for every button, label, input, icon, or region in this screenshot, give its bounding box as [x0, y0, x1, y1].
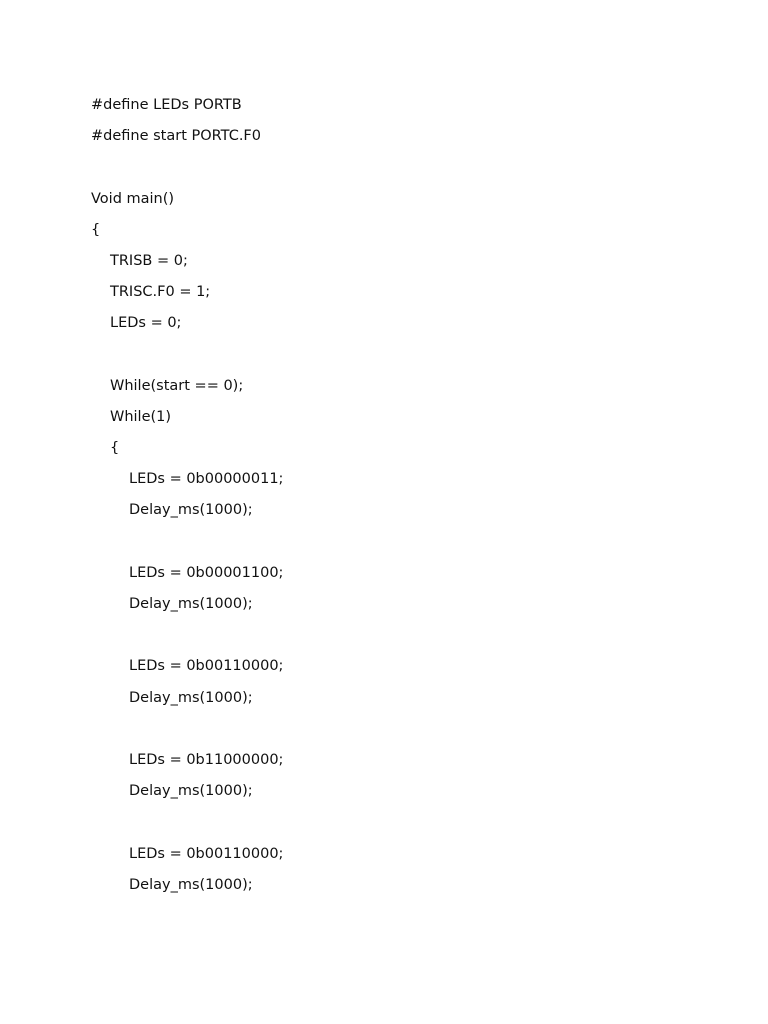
code-line: While(1): [110, 408, 172, 425]
code-line: LEDs = 0b00110000;: [129, 658, 284, 675]
code-line: While(start == 0);: [110, 377, 244, 394]
blank-line: [91, 152, 691, 183]
blank-line: [91, 620, 691, 651]
code-line: LEDs = 0b00001100;: [129, 564, 284, 581]
code-listing: [91, 90, 691, 901]
blank-line: [91, 527, 691, 558]
code-line: Void main(): [91, 190, 175, 207]
code-line: Delay_ms(1000);: [129, 689, 253, 706]
code-line: #define LEDs PORTB: [91, 97, 242, 113]
code-line: LEDs = 0b11000000;: [129, 751, 284, 768]
code-line: Delay_ms(1000);: [129, 876, 253, 893]
code-line: LEDs = 0b00000011;: [129, 471, 284, 488]
blank-line: [91, 714, 691, 745]
code-line: {: [110, 440, 120, 457]
code-line: #define start PORTC.F0: [91, 128, 261, 145]
blank-line: [91, 340, 691, 371]
code-line: Delay_ms(1000);: [129, 502, 253, 519]
code-line: TRISB = 0;: [110, 252, 188, 269]
code-line: LEDs = 0;: [110, 315, 182, 332]
code-line: {: [91, 221, 101, 238]
code-line: LEDs = 0b00110000;: [129, 845, 284, 862]
blank-line: [91, 807, 691, 838]
code-line: TRISC.F0 = 1;: [110, 284, 211, 301]
code-line: Delay_ms(1000);: [129, 596, 253, 612]
code-line: Delay_ms(1000);: [129, 783, 253, 800]
